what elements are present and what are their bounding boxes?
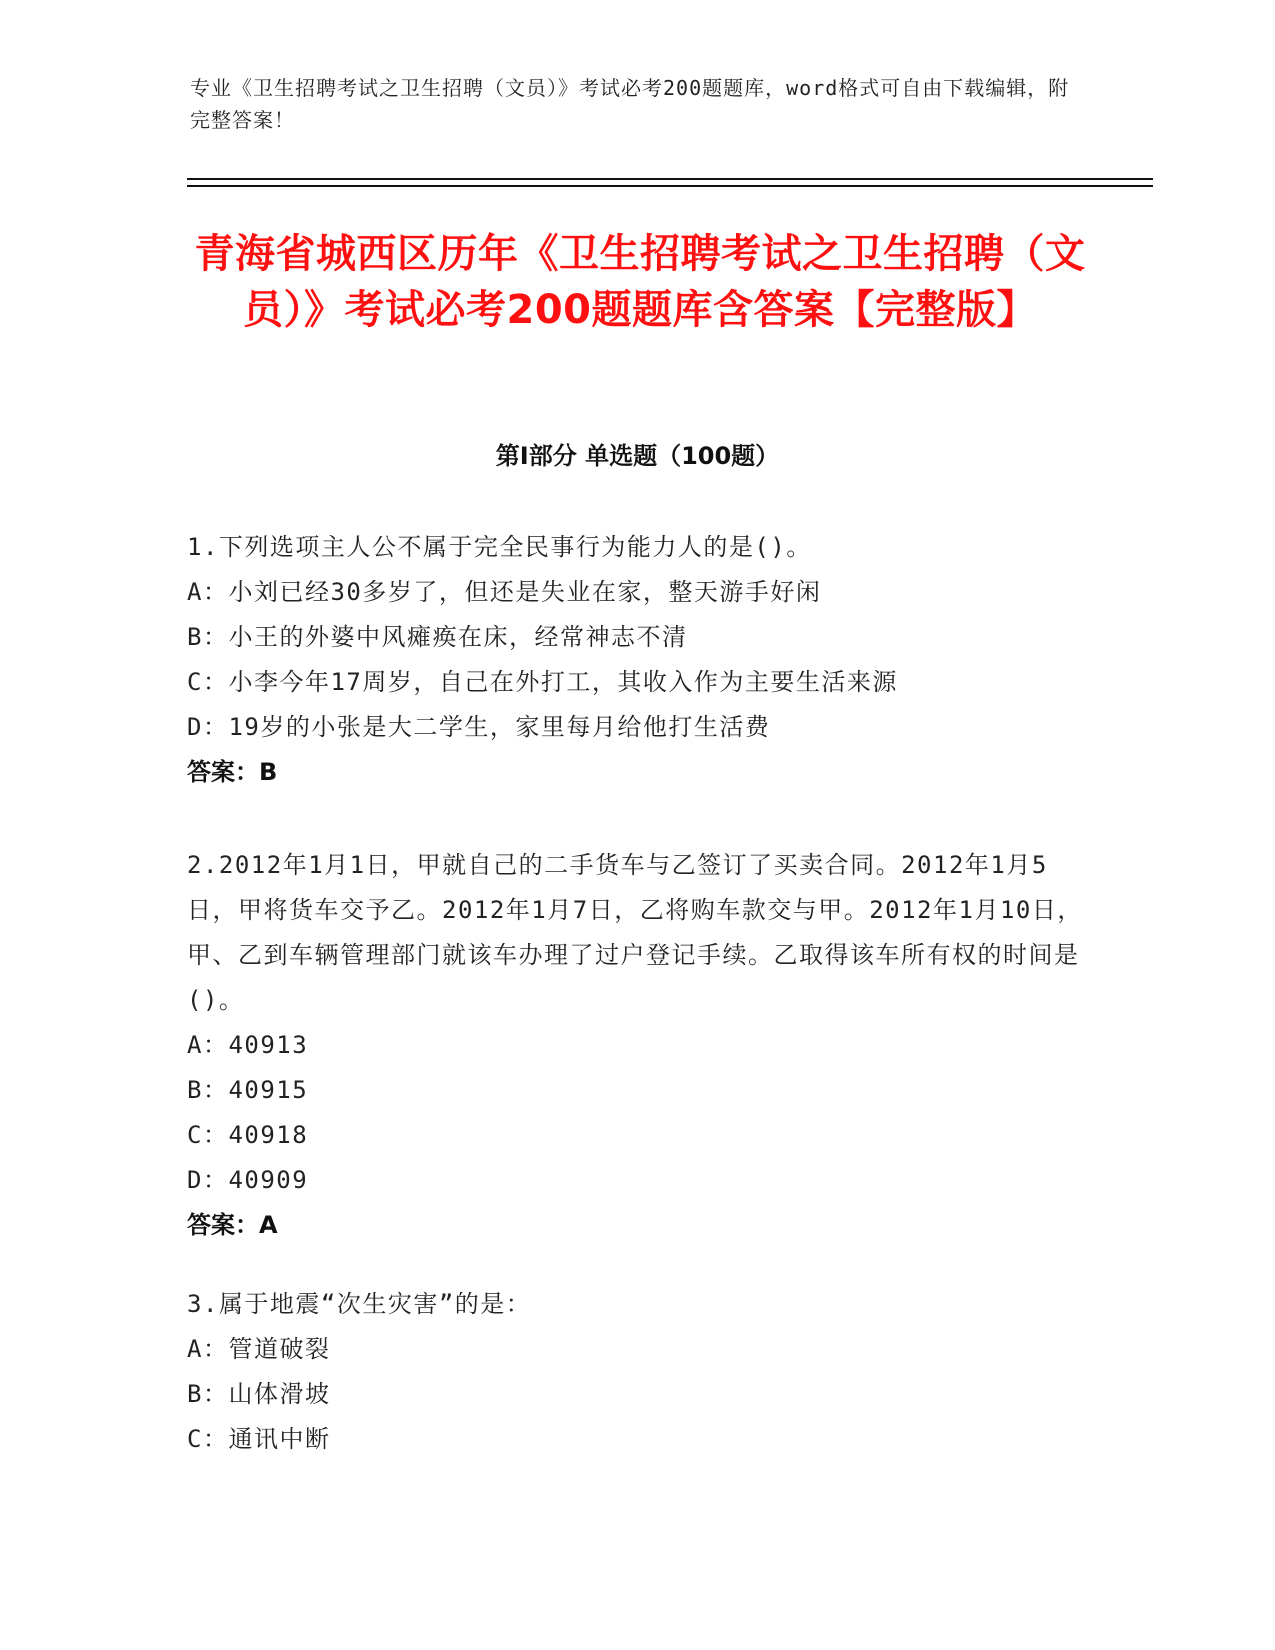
question-stem: 3.属于地震“次生灾害”的是：	[187, 1290, 532, 1318]
header-rule-bottom	[187, 185, 1153, 187]
option-c: C：40918	[187, 1121, 309, 1149]
section-heading: 第Ⅰ部分 单选题（100题）	[495, 442, 780, 470]
question-stem: 1.下列选项主人公不属于完全民事行为能力人的是()。	[187, 533, 812, 561]
option-c: C：小李今年17周岁，自己在外打工，其收入作为主要生活来源	[187, 668, 898, 696]
option-a: A：40913	[187, 1031, 309, 1059]
option-d: D：19岁的小张是大二学生，家里每月给他打生活费	[187, 713, 771, 741]
option-b: B：小王的外婆中风瘫痪在床，经常神志不清	[187, 623, 688, 651]
option-b: B：40915	[187, 1076, 309, 1104]
answer-line: 答案：B	[187, 758, 278, 786]
header-rule-top	[187, 178, 1153, 180]
question-2	[187, 843, 1087, 1248]
question-1	[187, 525, 1087, 795]
question-3	[187, 1282, 1087, 1462]
document-title: 青海省城西区历年《卫生招聘考试之卫生招聘（文员）》考试必考200题题库含答案【完整版】	[194, 231, 1086, 333]
option-d: D：40909	[187, 1166, 309, 1194]
question-stem: 2.2012年1月1日，甲就自己的二手货车与乙签订了买卖合同。2012年1月5日，甲将货车交予乙。2012年1月7日，乙将购车款交与甲。2012年1月10日，甲、乙到车辆管理部门就该车办理了过户登记手续。乙取得该车所有权的时间是()。	[187, 851, 1083, 1014]
option-c: C：通讯中断	[187, 1425, 331, 1453]
option-a: A：小刘已经30多岁了，但还是失业在家，整天游手好闲	[187, 578, 822, 606]
header-note: 专业《卫生招聘考试之卫生招聘（文员）》考试必考200题题库，word格式可自由下载编辑，附完整答案！	[190, 76, 1070, 132]
option-a: A：管道破裂	[187, 1335, 331, 1363]
answer-line: 答案：A	[187, 1211, 278, 1239]
option-b: B：山体滑坡	[187, 1380, 331, 1408]
